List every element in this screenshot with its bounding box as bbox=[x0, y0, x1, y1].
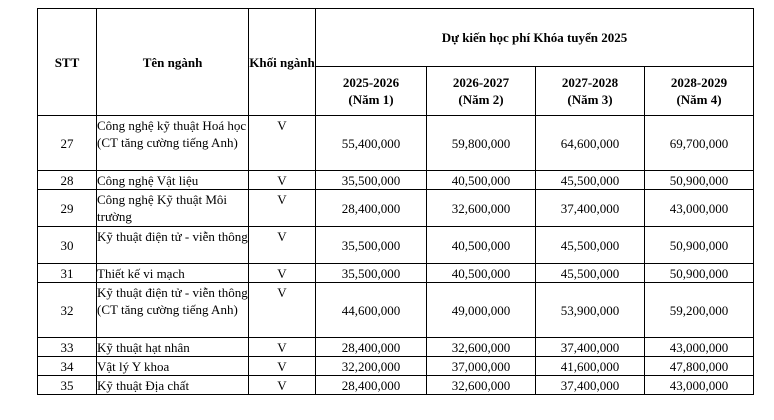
program-name-text: Công nghệ kỹ thuật Hoá học (CT tăng cường tiếng Anh) bbox=[97, 118, 247, 150]
row-program-name bbox=[97, 190, 249, 227]
row-stt: 33 bbox=[38, 338, 97, 357]
row-khoi-nganh bbox=[249, 376, 316, 395]
year-2-label: (Năm 2) bbox=[458, 92, 504, 107]
year-4-label: (Năm 4) bbox=[676, 92, 722, 107]
row-fee-year-4: 43,000,000 bbox=[645, 376, 754, 395]
year-1-label: (Năm 1) bbox=[348, 92, 394, 107]
row-stt: 34 bbox=[38, 357, 97, 376]
program-name-text: Kỹ thuật Địa chất bbox=[97, 378, 190, 393]
header-year-4 bbox=[645, 67, 754, 116]
row-fee-year-2: 32,600,000 bbox=[427, 190, 536, 227]
row-program-name bbox=[97, 376, 249, 395]
row-khoi-nganh bbox=[249, 357, 316, 376]
row-program-name bbox=[97, 338, 249, 357]
row-fee-year-2: 40,500,000 bbox=[427, 264, 536, 283]
program-name-text: Kỹ thuật điện tử - viễn thông (CT tăng cường tiếng Anh) bbox=[97, 285, 248, 317]
header-stt: STT bbox=[38, 9, 97, 116]
row-fee-year-4: 59,200,000 bbox=[645, 283, 754, 338]
header-khoi-nganh: Khối ngành bbox=[249, 9, 316, 116]
program-name-text: Thiết kế vi mạch bbox=[97, 266, 185, 281]
row-fee-year-1: 28,400,000 bbox=[316, 338, 427, 357]
row-stt: 35 bbox=[38, 376, 97, 395]
header-year-1 bbox=[316, 67, 427, 116]
row-fee-year-3: 37,400,000 bbox=[536, 190, 645, 227]
khoi-nganh-text: V bbox=[277, 118, 287, 133]
row-fee-year-2: 37,000,000 bbox=[427, 357, 536, 376]
row-fee-year-4: 43,000,000 bbox=[645, 190, 754, 227]
khoi-nganh-text: V bbox=[277, 192, 287, 207]
row-fee-year-3: 45,500,000 bbox=[536, 171, 645, 190]
row-fee-year-2: 49,000,000 bbox=[427, 283, 536, 338]
row-khoi-nganh bbox=[249, 264, 316, 283]
header-year-2 bbox=[427, 67, 536, 116]
year-1-range: 2025-2026 bbox=[342, 75, 400, 90]
row-khoi-nganh bbox=[249, 116, 316, 171]
khoi-nganh-text: V bbox=[277, 359, 287, 374]
khoi-nganh-text: V bbox=[277, 266, 287, 281]
row-stt: 32 bbox=[38, 283, 97, 338]
row-program-name bbox=[97, 357, 249, 376]
row-fee-year-1: 28,400,000 bbox=[316, 376, 427, 395]
row-fee-year-3: 37,400,000 bbox=[536, 338, 645, 357]
header-group-title: Dự kiến học phí Khóa tuyển 2025 bbox=[316, 9, 754, 67]
row-program-name bbox=[97, 227, 249, 264]
khoi-nganh-text: V bbox=[277, 285, 287, 300]
table-row bbox=[38, 171, 754, 190]
row-fee-year-3: 41,600,000 bbox=[536, 357, 645, 376]
row-fee-year-4: 69,700,000 bbox=[645, 116, 754, 171]
row-fee-year-3: 53,900,000 bbox=[536, 283, 645, 338]
row-stt: 30 bbox=[38, 227, 97, 264]
program-name-text: Kỹ thuật hạt nhân bbox=[97, 340, 190, 355]
row-fee-year-1: 32,200,000 bbox=[316, 357, 427, 376]
row-fee-year-2: 40,500,000 bbox=[427, 227, 536, 264]
row-fee-year-1: 28,400,000 bbox=[316, 190, 427, 227]
row-fee-year-2: 59,800,000 bbox=[427, 116, 536, 171]
row-fee-year-1: 35,500,000 bbox=[316, 264, 427, 283]
row-fee-year-1: 35,500,000 bbox=[316, 227, 427, 264]
program-name-text: Kỹ thuật điện tử - viễn thông bbox=[97, 229, 248, 244]
row-fee-year-1: 35,500,000 bbox=[316, 171, 427, 190]
table-row bbox=[38, 116, 754, 171]
tuition-table bbox=[37, 8, 754, 395]
row-fee-year-3: 64,600,000 bbox=[536, 116, 645, 171]
header-row-top bbox=[38, 9, 754, 67]
program-name-text: Vật lý Y khoa bbox=[97, 359, 170, 374]
khoi-nganh-text: V bbox=[277, 229, 287, 244]
row-khoi-nganh bbox=[249, 227, 316, 264]
row-khoi-nganh bbox=[249, 283, 316, 338]
row-fee-year-4: 50,900,000 bbox=[645, 171, 754, 190]
row-khoi-nganh bbox=[249, 190, 316, 227]
row-program-name bbox=[97, 171, 249, 190]
table-row bbox=[38, 376, 754, 395]
table-row bbox=[38, 264, 754, 283]
year-3-label: (Năm 3) bbox=[567, 92, 613, 107]
row-fee-year-2: 40,500,000 bbox=[427, 171, 536, 190]
table-body bbox=[38, 116, 754, 395]
row-fee-year-2: 32,600,000 bbox=[427, 338, 536, 357]
table-row bbox=[38, 283, 754, 338]
row-fee-year-3: 45,500,000 bbox=[536, 227, 645, 264]
row-fee-year-2: 32,600,000 bbox=[427, 376, 536, 395]
header-ten-nganh: Tên ngành bbox=[97, 9, 249, 116]
program-name-text: Công nghệ Kỹ thuật Môi trường bbox=[97, 192, 227, 224]
row-fee-year-4: 50,900,000 bbox=[645, 264, 754, 283]
khoi-nganh-text: V bbox=[277, 173, 287, 188]
table-row bbox=[38, 338, 754, 357]
row-stt: 28 bbox=[38, 171, 97, 190]
row-program-name bbox=[97, 283, 249, 338]
row-program-name bbox=[97, 264, 249, 283]
row-fee-year-4: 47,800,000 bbox=[645, 357, 754, 376]
table-row bbox=[38, 190, 754, 227]
table-row bbox=[38, 357, 754, 376]
row-khoi-nganh bbox=[249, 338, 316, 357]
row-fee-year-4: 43,000,000 bbox=[645, 338, 754, 357]
year-3-range: 2027-2028 bbox=[561, 75, 619, 90]
khoi-nganh-text: V bbox=[277, 378, 287, 393]
row-fee-year-4: 50,900,000 bbox=[645, 227, 754, 264]
year-2-range: 2026-2027 bbox=[452, 75, 510, 90]
row-fee-year-3: 37,400,000 bbox=[536, 376, 645, 395]
table-row bbox=[38, 227, 754, 264]
row-program-name bbox=[97, 116, 249, 171]
year-4-range: 2028-2029 bbox=[670, 75, 728, 90]
row-fee-year-1: 55,400,000 bbox=[316, 116, 427, 171]
program-name-text: Công nghệ Vật liệu bbox=[97, 173, 199, 188]
row-fee-year-1: 44,600,000 bbox=[316, 283, 427, 338]
row-stt: 27 bbox=[38, 116, 97, 171]
khoi-nganh-text: V bbox=[277, 340, 287, 355]
row-khoi-nganh bbox=[249, 171, 316, 190]
row-fee-year-3: 45,500,000 bbox=[536, 264, 645, 283]
row-stt: 31 bbox=[38, 264, 97, 283]
row-stt: 29 bbox=[38, 190, 97, 227]
table-header bbox=[38, 9, 754, 116]
header-year-3 bbox=[536, 67, 645, 116]
